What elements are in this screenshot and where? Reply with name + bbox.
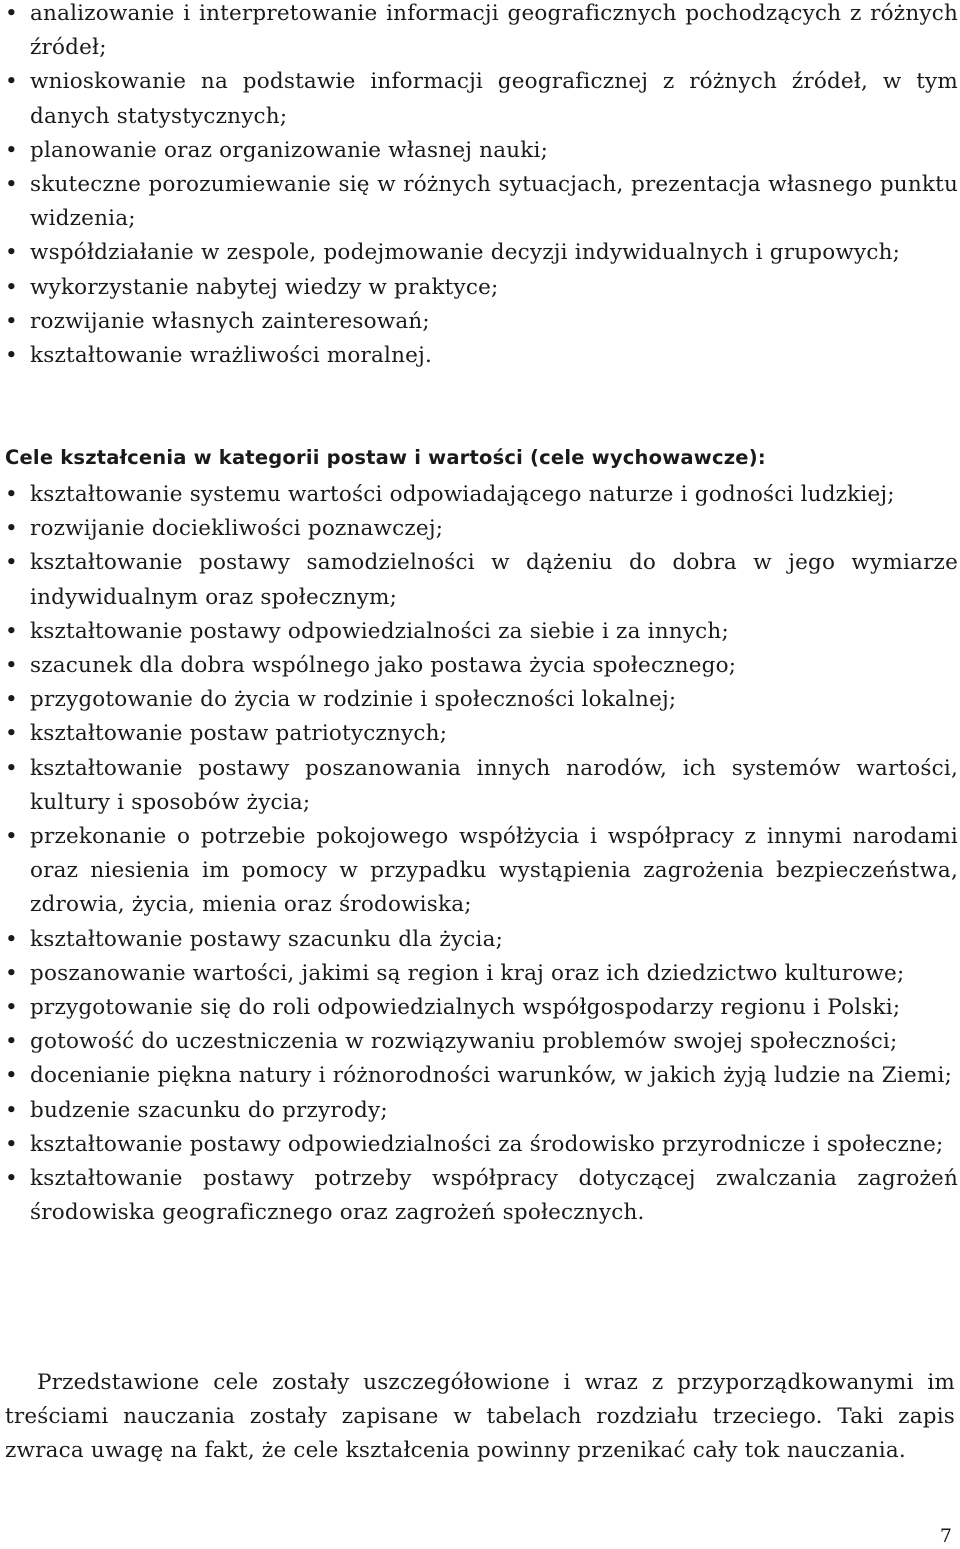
- list-item: • kształtowanie systemu wartości odpowiadającego naturze i godności ludzkiej;: [3, 478, 958, 512]
- list-item: • przekonanie o potrzebie pokojowego współżycia i współpracy z innymi narodami oraz niesienia im pomocy w przypadku wystąpienia zagrożenia bezpieczeństwa, zdrowia, życia, mienia oraz środowiska;: [3, 820, 958, 923]
- list-item: • skuteczne porozumiewanie się w różnych sytuacjach, prezentacja własnego punktu widzenia;: [3, 168, 958, 236]
- list-item: • kształtowanie postawy poszanowania innych narodów, ich systemów wartości, kultury i sposobów życia;: [3, 752, 958, 820]
- list-item: • kształtowanie wrażliwości moralnej.: [3, 339, 958, 373]
- closing-paragraph: Przedstawione cele zostały uszczegółowione i wraz z przyporządkowanymi im treściami nauczania zostały zapisane w tabelach rozdziału trzeciego. Taki zapis zwraca uwagę na fakt, że cele kształcenia powinny przenikać cały tok nauczania.: [5, 1370, 955, 1464]
- list-item: • poszanowanie wartości, jakimi są region i kraj oraz ich dziedzictwo kulturowe;: [3, 957, 958, 991]
- list-item: • rozwijanie własnych zainteresowań;: [3, 305, 958, 339]
- section-heading: Cele kształcenia w kategorii postaw i wartości (cele wychowawcze):: [5, 446, 766, 469]
- list-item: • kształtowanie postawy odpowiedzialności za środowisko przyrodnicze i społeczne;: [3, 1128, 958, 1162]
- list-item: • wykorzystanie nabytej wiedzy w praktyce;: [3, 271, 958, 305]
- list-item: • analizowanie i interpretowanie informacji geograficznych pochodzących z różnych źródeł;: [3, 0, 958, 65]
- list-item: • rozwijanie dociekliwości poznawczej;: [3, 512, 958, 546]
- list-item: • kształtowanie postawy potrzeby współpracy dotyczącej zwalczania zagrożeń środowiska geograficznego oraz zagrożeń społecznych.: [3, 1162, 958, 1230]
- values-bullet-list: [3, 478, 958, 1230]
- list-item: • współdziałanie w zespole, podejmowanie decyzji indywidualnych i grupowych;: [3, 236, 958, 270]
- list-item: • przygotowanie do życia w rodzinie i społeczności lokalnej;: [3, 683, 958, 717]
- list-item: • przygotowanie się do roli odpowiedzialnych współgospodarzy regionu i Polski;: [3, 991, 958, 1025]
- list-item: • budzenie szacunku do przyrody;: [3, 1094, 958, 1128]
- skills-bullet-list: [3, 0, 958, 373]
- list-item: • kształtowanie postaw patriotycznych;: [3, 717, 958, 751]
- list-item: • gotowość do uczestniczenia w rozwiązywaniu problemów swojej społeczności;: [3, 1025, 958, 1059]
- list-item: • szacunek dla dobra wspólnego jako postawa życia społecznego;: [3, 649, 958, 683]
- list-item: • docenianie piękna natury i różnorodności warunków, w jakich żyją ludzie na Ziemi;: [3, 1059, 958, 1093]
- list-item: • wnioskowanie na podstawie informacji geograficznej z różnych źródeł, w tym danych statystycznych;: [3, 65, 958, 133]
- list-item: • kształtowanie postawy szacunku dla życia;: [3, 923, 958, 957]
- page-number: 7: [939, 1525, 952, 1547]
- list-item: • planowanie oraz organizowanie własnej nauki;: [3, 134, 958, 168]
- list-item: • kształtowanie postawy samodzielności w dążeniu do dobra w jego wymiarze indywidualnym oraz społecznym;: [3, 546, 958, 614]
- list-item: • kształtowanie postawy odpowiedzialności za siebie i za innych;: [3, 615, 958, 649]
